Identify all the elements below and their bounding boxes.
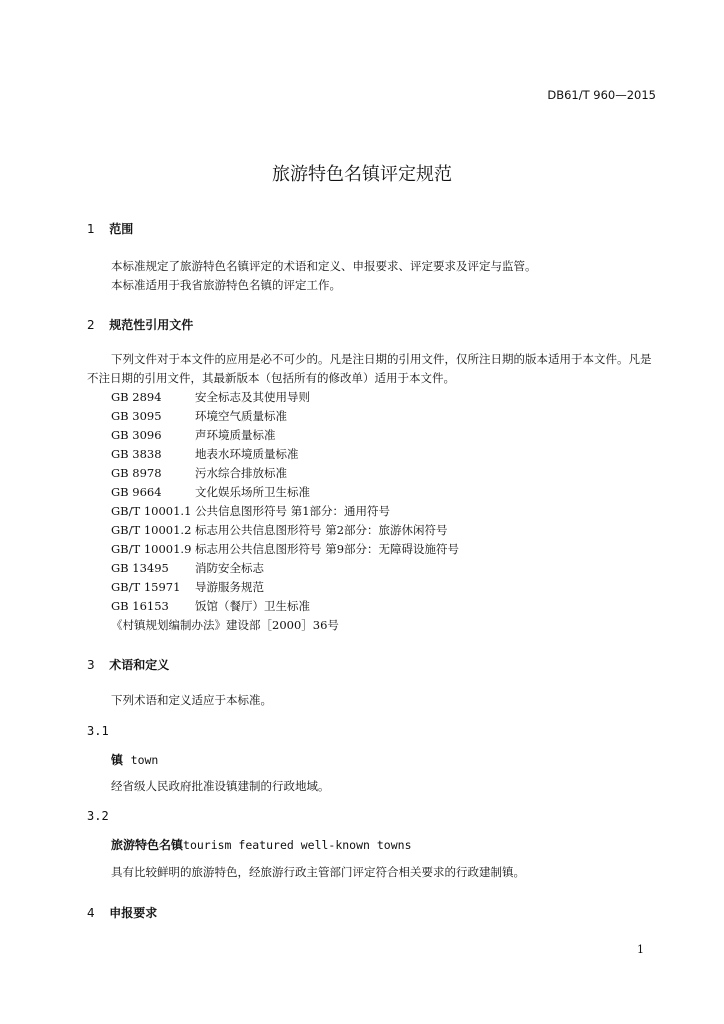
reference-title: 环境空气质量标准 [195, 409, 287, 423]
standard-code: DB61/T 960—2015 [547, 88, 656, 102]
reference-item [111, 427, 276, 443]
reference-code: GB 8978 [111, 466, 162, 480]
reference-item [111, 541, 459, 557]
term-definition: 具有比较鲜明的旅游特色，经旅游行政主管部门评定符合相关要求的行政建制镇。 [111, 865, 525, 879]
section-1-heading [87, 220, 133, 237]
clause-number: 3.2 [87, 809, 109, 823]
reference-code: GB/T 10001.2 [111, 523, 192, 537]
reference-title: 消防安全标志 [195, 561, 264, 575]
paragraph: 本标准适用于我省旅游特色名镇的评定工作。 [111, 278, 341, 292]
reference-code: GB 3838 [111, 447, 162, 461]
section-title: 申报要求 [109, 906, 158, 920]
section-number: 2 [87, 318, 95, 332]
reference-code: GB/T 15971 [111, 580, 181, 594]
reference-item [111, 598, 310, 614]
section-2-heading [87, 316, 193, 333]
reference-title: 安全标志及其使用导则 [195, 390, 310, 404]
reference-code: GB/T 10001.1 [111, 504, 192, 518]
term-en: town [130, 753, 159, 767]
section-number: 1 [87, 222, 95, 236]
term-entry [111, 836, 412, 853]
reference-code: GB 9664 [111, 485, 162, 499]
document-title: 旅游特色名镇评定规范 [272, 164, 452, 185]
reference-code: GB 16153 [111, 599, 169, 613]
term-entry [111, 751, 158, 768]
paragraph: 本标准规定了旅游特色名镇评定的术语和定义、申报要求、评定要求及评定与监管。 [111, 259, 537, 273]
section-title: 术语和定义 [109, 658, 170, 672]
reference-title: 标志用公共信息图形符号 第9部分：无障碍设施符号 [195, 542, 460, 556]
reference-code: GB 2894 [111, 390, 162, 404]
reference-title: 地表水环境质量标准 [195, 447, 299, 461]
term-zh: 旅游特色名镇 [111, 838, 184, 852]
reference-code: GB 13495 [111, 561, 169, 575]
reference-item [111, 389, 310, 405]
reference-title: 标志用公共信息图形符号 第2部分：旅游休闲符号 [195, 523, 448, 537]
reference-title: 公共信息图形符号 第1部分：通用符号 [195, 504, 391, 518]
reference-item [111, 408, 287, 424]
reference-item: 《村镇规划编制办法》建设部［2000］36号 [111, 618, 339, 632]
section-3-heading [87, 656, 169, 673]
reference-item [111, 465, 287, 481]
reference-title: 文化娱乐场所卫生标准 [195, 485, 310, 499]
reference-code: GB/T 10001.9 [111, 542, 192, 556]
reference-item [111, 579, 264, 595]
reference-item [111, 560, 264, 576]
section-title: 范围 [109, 222, 134, 236]
reference-item [111, 484, 310, 500]
reference-title: 饭馆（餐厅）卫生标准 [195, 599, 310, 613]
paragraph: 下列文件对于本文件的应用是必不可少的。凡是注日期的引用文件，仅所注日期的版本适用于本文件。凡是不注日期的引用文件，其最新版本（包括所有的修改单）适用于本文件。 [87, 352, 652, 385]
reference-item [111, 503, 390, 519]
page-number: 1 [637, 943, 644, 956]
term-zh: 镇 [111, 753, 124, 767]
section-number: 3 [87, 658, 95, 672]
reference-title: 污水综合排放标准 [195, 466, 287, 480]
reference-item [111, 522, 448, 538]
term-en: tourism featured well-known towns [183, 838, 412, 852]
section-number: 4 [87, 906, 95, 920]
section-4-heading [87, 904, 157, 921]
section-title: 规范性引用文件 [109, 318, 194, 332]
term-definition: 经省级人民政府批准设镇建制的行政地域。 [111, 779, 330, 793]
clause-number: 3.1 [87, 724, 109, 738]
reference-code: GB 3095 [111, 409, 162, 423]
reference-item [111, 446, 299, 462]
paragraph: 下列术语和定义适应于本标准。 [111, 693, 272, 707]
reference-title: 导游服务规范 [195, 580, 264, 594]
reference-title: 声环境质量标准 [195, 428, 276, 442]
reference-code: GB 3096 [111, 428, 162, 442]
